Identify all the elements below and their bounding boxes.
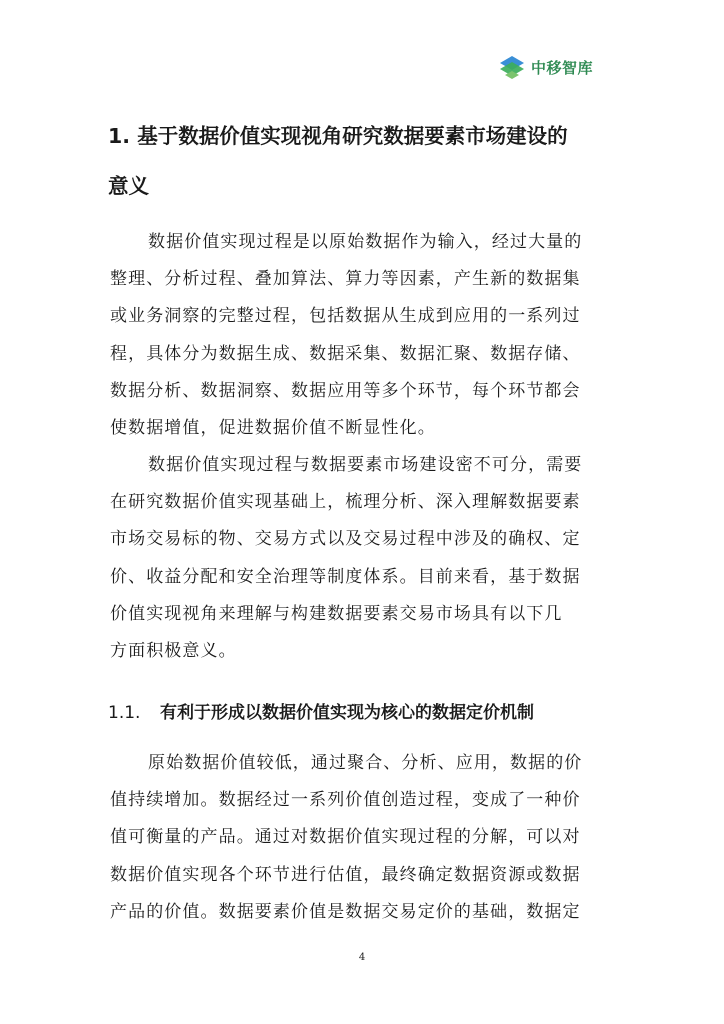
paragraph-line: 价、收益分配和安全治理等制度体系。目前来看，基于数据	[110, 566, 581, 587]
paragraph-line: 值持续增加。数据经过一系列价值创造过程，变成了一种价	[110, 790, 581, 811]
paragraph-3	[110, 745, 616, 931]
paragraph-line: 数据价值实现过程与数据要素市场建设密不可分，需要	[148, 455, 583, 475]
heading-line: 意义	[108, 174, 149, 198]
paragraph-line: 原始数据价值较低，通过聚合、分析、应用，数据的价	[148, 753, 583, 773]
paragraph-line: 或业务洞察的完整过程，包括数据从生成到应用的一系列过	[110, 306, 581, 327]
paragraph-line: 市场交易标的物、交易方式以及交易过程中涉及的确权、定	[110, 529, 581, 550]
paragraph-line: 在研究数据价值实现基础上，梳理分析、深入理解数据要素	[110, 492, 581, 513]
paragraph-line: 价值实现视角来理解与构建数据要素交易市场具有以下几	[110, 603, 563, 624]
paragraph-line: 方面积极意义。	[110, 640, 237, 661]
logo-mark-icon	[497, 51, 527, 83]
section-heading-1-1	[108, 696, 534, 730]
paragraph-line: 程，具体分为数据生成、数据采集、数据汇聚、数据存储、	[110, 343, 581, 364]
page-number: 4	[358, 952, 366, 963]
heading-number: 1.1.	[108, 703, 141, 723]
paragraph-1	[110, 224, 616, 447]
section-heading-1	[108, 111, 628, 211]
paragraph-2	[110, 447, 616, 670]
heading-title: 有利于形成以数据价值实现为核心的数据定价机制	[160, 703, 534, 723]
paragraph-line: 数据价值实现过程是以原始数据作为输入，经过大量的	[148, 232, 583, 252]
paragraph-line: 数据分析、数据洞察、数据应用等多个环节，每个环节都会	[110, 380, 581, 401]
paragraph-line: 数据价值实现各个环节进行估值，最终确定数据资源或数据	[110, 864, 581, 885]
logo-text: 中移智库	[531, 58, 594, 77]
heading-line: 1. 基于数据价值实现视角研究数据要素市场建设的	[108, 124, 568, 148]
paragraph-line: 使数据增值，促进数据价值不断显性化。	[110, 417, 436, 438]
brand-logo	[497, 50, 593, 84]
paragraph-line: 值可衡量的产品。通过对数据价值实现过程的分解，可以对	[110, 827, 581, 848]
paragraph-line: 整理、分析过程、叠加算法、算力等因素，产生新的数据集	[110, 269, 581, 290]
paragraph-line: 产品的价值。数据要素价值是数据交易定价的基础，数据定	[110, 901, 581, 922]
